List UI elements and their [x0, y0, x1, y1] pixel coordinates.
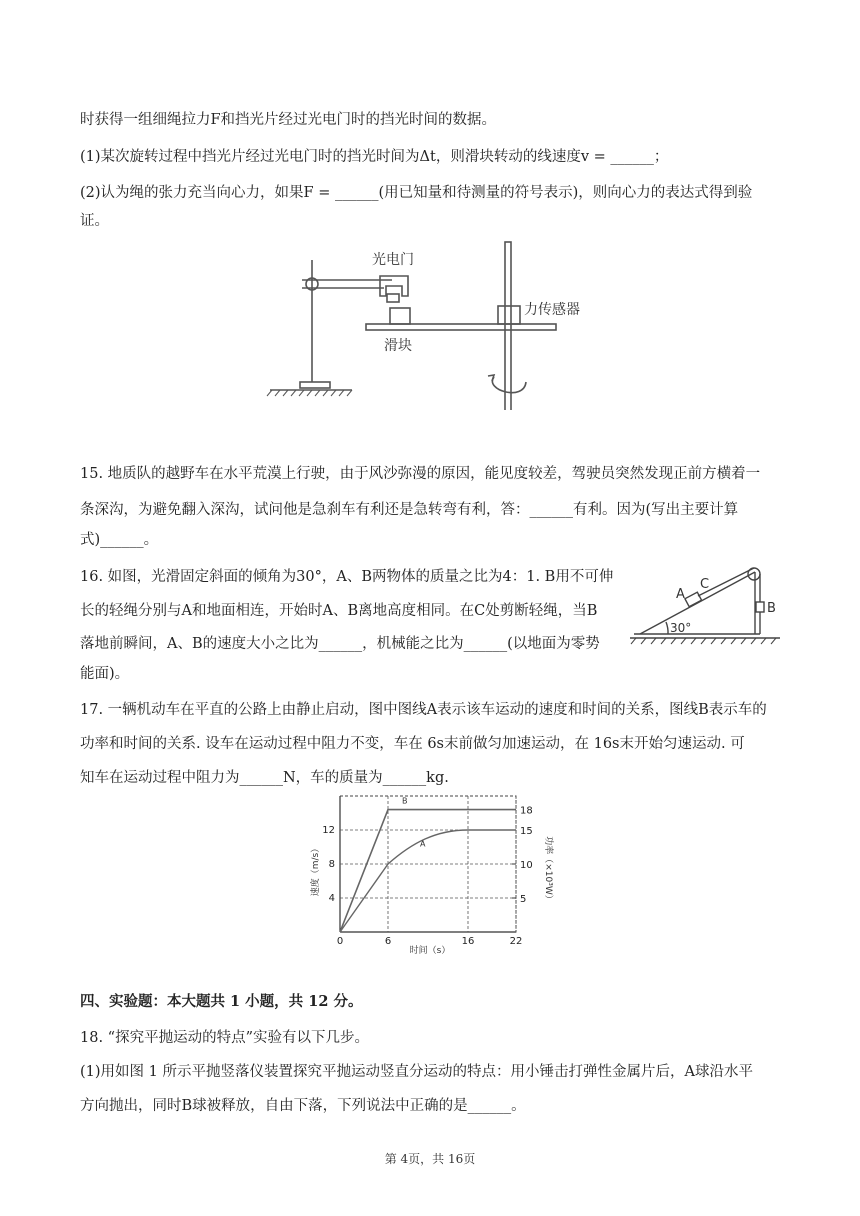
y-axis-label-right: 功率（×10³W）	[543, 836, 553, 904]
speed-power-chart	[300, 790, 560, 960]
y-left-tick-label: 8	[328, 859, 335, 870]
text-line: 18. “探究平抛运动的特点”实验有以下几步。	[80, 1030, 369, 1046]
text-line: 条深沟，为避免翻入深沟，试问他是急刹车有利还是急转弯有利，答：______有利。因为(写出主要计算	[80, 502, 739, 518]
text-line: 15. 地质队的越野车在水平荒漠上行驶，由于风沙弥漫的原因，能见度较差，驾驶员突然发现正前方横着一	[80, 466, 761, 482]
text-line: 证。	[80, 213, 109, 229]
block-A	[685, 592, 702, 607]
x-tick-label: 22	[509, 936, 523, 947]
photogate-shape	[380, 276, 408, 296]
text-line: 能面)。	[80, 666, 130, 682]
angle-label: 30°	[670, 621, 692, 635]
text-line: 式)______。	[80, 532, 159, 548]
label-A: A	[676, 587, 685, 602]
text-line: 17. 一辆机动车在平直的公路上由静止启动，图中图线A表示该车运动的速度和时间的关系，图线B表示车的	[80, 702, 767, 718]
block-B	[756, 602, 764, 612]
y-right-tick-label: 15	[520, 826, 533, 837]
apparatus-figure	[262, 232, 602, 410]
block-shape	[390, 308, 410, 324]
text-line: 落地前瞬间，A、B的速度大小之比为______，机械能之比为______(以地面为零势	[80, 636, 600, 652]
y-right-tick-label: 5	[520, 894, 527, 905]
y-right-tick-label: 10	[520, 860, 533, 871]
sensor-label: 力传感器	[524, 302, 580, 318]
y-right-tick-label: 18	[520, 805, 533, 817]
section-heading: 四、实验题：本大题共 1 小题，共 12 分。	[80, 993, 363, 1010]
photogate-label: 光电门	[372, 252, 414, 268]
text-line: (1)用如图 1 所示平抛竖落仪装置探究平抛运动竖直分运动的特点：用小锤击打弹性金属片后，A球沿水平	[80, 1064, 753, 1080]
text-line: (2)认为绳的张力充当向心力，如果F = ______(用已知量和待测量的符号表示)，则向心力的表达式得到验	[80, 185, 753, 201]
series-label-A: A	[420, 839, 426, 849]
x-axis-label: 时间（s）	[409, 946, 451, 956]
text-line: 长的轻绳分别与A和地面相连，开始时A、B离地高度相同。在C处剪断轻绳，当B	[80, 603, 598, 619]
incline-figure	[630, 562, 790, 652]
y-left-tick-label: 12	[322, 825, 335, 836]
series-label-B: B	[402, 796, 408, 806]
text-line: 功率和时间的关系. 设车在运动过程中阻力不变，车在 6s末前做匀加速运动，在 16s末开始匀速运动. 可	[80, 736, 745, 752]
x-tick-label: 0	[336, 936, 344, 947]
x-tick-label: 16	[461, 936, 475, 947]
series-line-A	[340, 830, 516, 932]
label-B: B	[767, 601, 776, 616]
text-line: 16. 如图，光滑固定斜面的倾角为30°，A、B两物体的质量之比为4：1. B用不可伸	[80, 569, 614, 585]
series-line-B	[340, 810, 516, 932]
stand-base	[300, 382, 330, 388]
platform	[366, 324, 556, 330]
text-line: 知车在运动过程中阻力为______N，车的质量为______kg.	[80, 770, 449, 786]
rotation-shaft	[505, 242, 511, 410]
label-C: C	[700, 577, 710, 592]
rotation-arrow	[492, 377, 526, 393]
x-tick-label: 6	[384, 936, 392, 947]
text-line: (1)某次旋转过程中挡光片经过光电门时的挡光时间为Δt，则滑块转动的线速度v = ______；	[80, 149, 669, 165]
page-footer: 第 4页，共 16页	[384, 1152, 476, 1166]
sensor-shape	[498, 306, 520, 324]
y-left-tick-label: 4	[328, 893, 335, 904]
block-label: 滑块	[384, 338, 412, 354]
text-line: 方向抛出，同时B球被释放，自由下落，下列说法中正确的是______。	[80, 1098, 526, 1114]
y-axis-label-left: 速度（m/s）	[311, 843, 321, 897]
text-line: 时获得一组细绳拉力F和挡光片经过光电门时的挡光时间的数据。	[80, 112, 497, 128]
